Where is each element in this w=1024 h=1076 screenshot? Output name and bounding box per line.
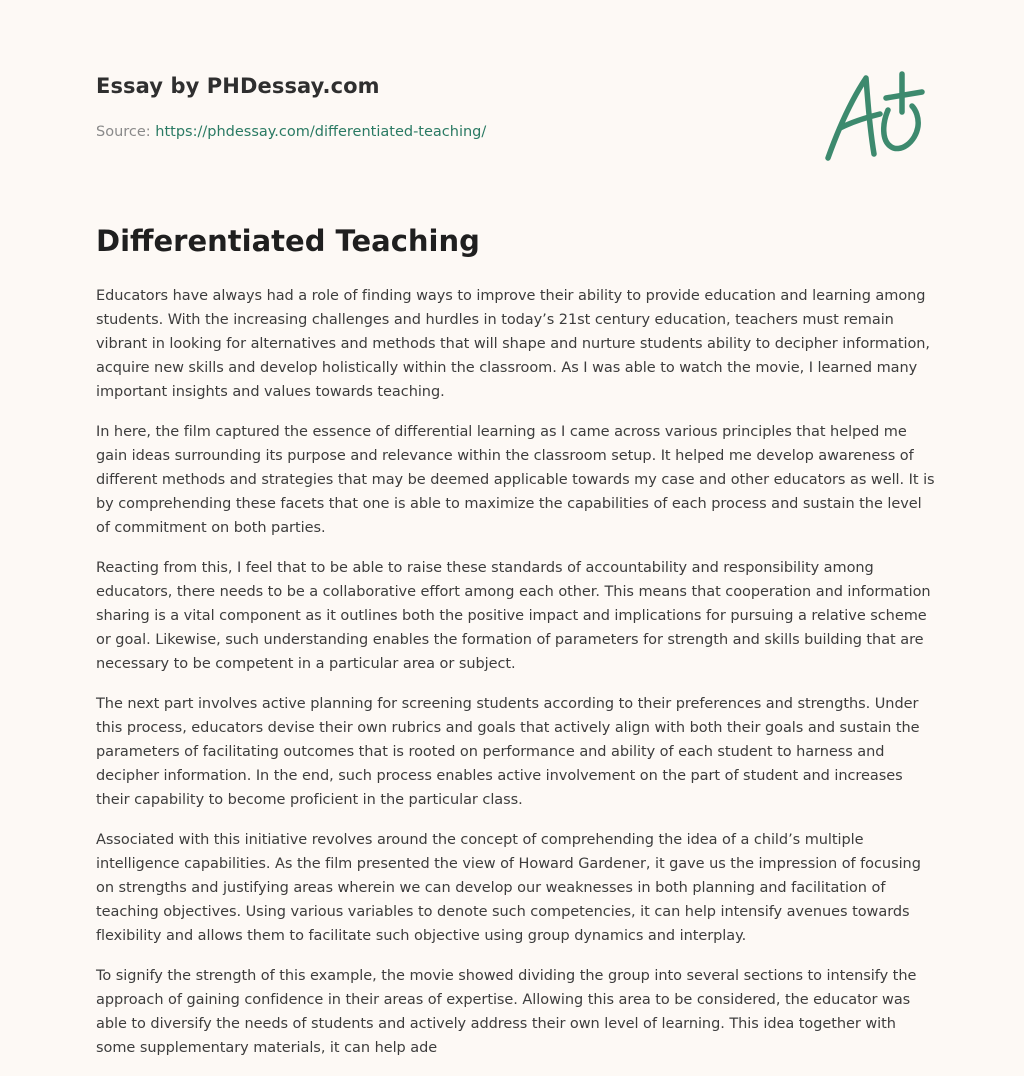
essay-paragraph: Educators have always had a role of finding ways to improve their ability to provide education and learning among students. With the increasing challenges and hurdles in today’s 21st century education, teachers must remain vibrant in looking for alternatives and methods that will shape and nurture students ability to decipher information, acquire new skills and develop holistically within the classroom. As I was able to watch the movie, I learned many important insights and values towards teaching. bbox=[96, 288, 930, 400]
source-line bbox=[96, 124, 486, 140]
essay-paragraph: To signify the strength of this example, the movie showed dividing the group into several sections to intensify the approach of gaining confidence in their areas of expertise. Allowing this area to be considered, the educator was able to diversify the needs of students and actively address their own level of learning. This idea together with some supplementary materials, it can help ade bbox=[96, 968, 917, 1056]
essay-paragraph: The next part involves active planning for screening students according to their preferences and strengths. Under this process, educators devise their own rubrics and goals that actively align with both their goals and sustain the parameters of facilitating outcomes that is rooted on performance and ability of each student to harness and decipher information. In the end, such process enables active involvement on the part of student and increases their capability to become proficient in the particular class. bbox=[96, 696, 920, 808]
essay-title: Differentiated Teaching bbox=[96, 224, 480, 258]
essay-body bbox=[96, 284, 936, 1076]
source-link[interactable]: https://phdessay.com/differentiated-teaching/ bbox=[155, 124, 487, 140]
source-label: Source: bbox=[96, 124, 156, 140]
essay-paragraph: Associated with this initiative revolves around the concept of comprehending the idea of a child’s multiple intelligence capabilities. As the film presented the view of Howard Gardener, it gave us the impression of focusing on strengths and justifying areas wherein we can develop our weaknesses in both planning and facilitation of teaching objectives. Using various variables to denote such competencies, it can help intensify avenues towards flexibility and allows them to facilitate such objective using group dynamics and interplay. bbox=[96, 832, 921, 944]
essay-paragraph: In here, the film captured the essence of differential learning as I came across various principles that helped me gain ideas surrounding its purpose and relevance within the classroom setup. It helped me develop awareness of different methods and strategies that may be deemed applicable towards my case and other educators as well. It is by comprehending these facets that one is able to maximize the capabilities of each process and sustain the level of commitment on both parties. bbox=[96, 424, 935, 536]
site-brand: Essay by PHDessay.com bbox=[96, 74, 380, 98]
essay-paragraph: Reacting from this, I feel that to be able to raise these standards of accountability and responsibility among educators, there needs to be a collaborative effort among each other. This means that cooperation and information sharing is a vital component as it outlines both the positive impact and implications for pursuing a relative scheme or goal. Likewise, such understanding enables the formation of parameters for strength and skills building that are necessary to be competent in a particular area or subject. bbox=[96, 560, 931, 672]
a-plus-grade-icon bbox=[822, 68, 926, 164]
